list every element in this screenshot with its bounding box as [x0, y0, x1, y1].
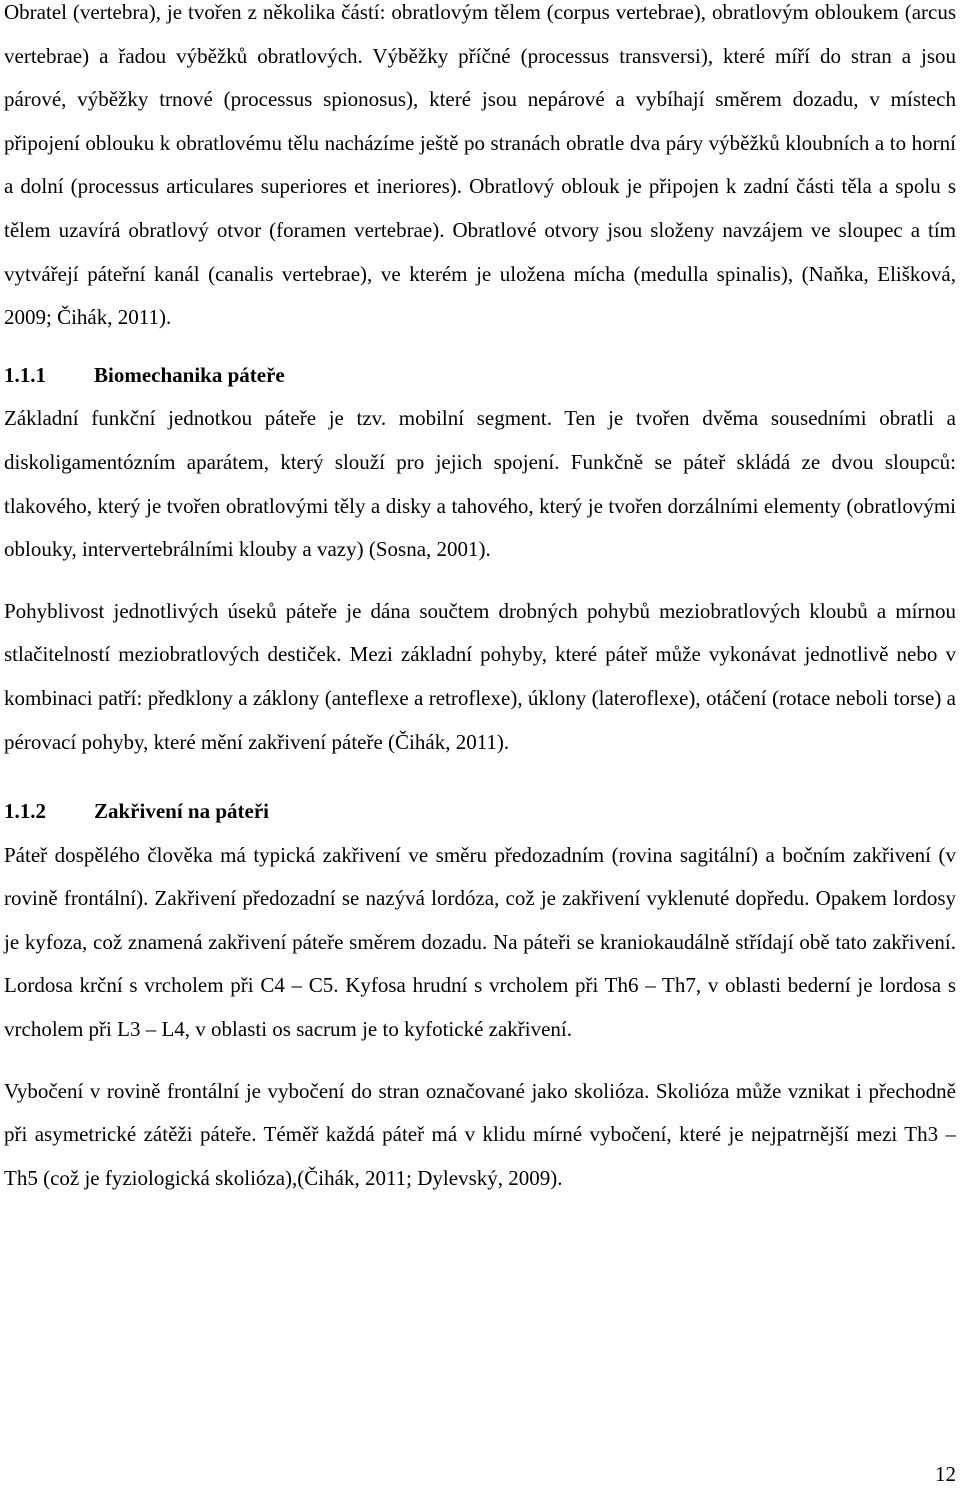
paragraph-spine-mobility: Pohyblivost jednotlivých úseků páteře je dána součtem drobných pohybů meziobratlových kloubů a mírnou stlačitelností meziobratlových destiček. Mezi základní pohyby, které páteř může vykonávat jednotlivě nebo v kombinaci patří: předklony a záklony (anteflexe a retroflexe), úklony (lateroflexe), otáčení (rotace neboli torse) a pérovací pohyby, které mění zakřivení páteře (Čihák, 2011).	[4, 598, 956, 754]
paragraph-sagittal-curvature: Páteř dospělého člověka má typická zakřivení ve směru předozadním (rovina sagitální) a bočním zakřivení (v rovině frontální). Zakřivení předozadní se nazývá lordóza, což je zakřivení vyklenuté dopředu. Opakem lordosy je kyfoza, což znamená zakřivení páteře směrem dozadu. Na páteři se kraniokaudálně střídají obě tato zakřivení. Lordosa krční s vrcholem při C4 – C5. Kyfosa hrudní s vrcholem při Th6 – Th7, v oblasti bederní je lordosa s vrcholem při L3 – L4, v oblasti os sacrum je to kyfotické zakřivení.	[4, 842, 956, 1042]
section-heading-biomechanics	[4, 354, 956, 398]
section-title: Biomechanika páteře	[94, 362, 285, 387]
paragraph-vertebra-structure: Obratel (vertebra), je tvořen z několika částí: obratlovým tělem (corpus vertebrae), obratlovým obloukem (arcus vertebrae) a řadou výběžků obratlových. Výběžky příčné (processus transversi), které míří do stran a jsou párové, výběžky trnové (processus spionosus), které jsou nepárové a vybíhají směrem dozadu, v místech připojení oblouku k obratlovému tělu nacházíme ještě po stranách obratle dva páry výběžků kloubních a to horní a dolní (processus articulares superiores et ineriores). Obratlový oblouk je připojen k zadní části těla a spolu s tělem uzavírá obratlový otvor (foramen vertebrae). Obratlové otvory jsou složeny navzájem ve sloupec a tím vytvářejí páteřní kanál (canalis vertebrae), ve kterém je uložena mícha (medulla spinalis), (Naňka, Elišková, 2009; Čihák, 2011).	[4, 0, 956, 330]
section-title: Zakřivení na páteři	[94, 799, 270, 824]
section-number: 1.1.1	[4, 362, 46, 387]
section-number: 1.1.2	[4, 799, 46, 824]
paragraph-scoliosis: Vybočení v rovině frontální je vybočení do stran označované jako skolióza. Skolióza může vznikat i přechodně při asymetrické zátěži páteře. Téměř každá páteř má v klidu mírné vybočení, které je nejpatrnější mezi Th3 – Th5 (což je fyziologická skolióza),(Čihák, 2011; Dylevský, 2009).	[4, 1078, 956, 1190]
page-number: 12	[935, 1462, 956, 1486]
section-heading-curvature	[4, 790, 956, 834]
paragraph-mobile-segment: Základní funkční jednotkou páteře je tzv. mobilní segment. Ten je tvořen dvěma sousedními obratli a diskoligamentózním aparátem, který slouží pro jejich spojení. Funkčně se páteř skládá ze dvou sloupců: tlakového, který je tvořen obratlovými těly a disky a tahového, který je tvořen dorzálními elementy (obratlovými oblouky, intervertebrálními klouby a vazy) (Sosna, 2001).	[4, 406, 956, 562]
